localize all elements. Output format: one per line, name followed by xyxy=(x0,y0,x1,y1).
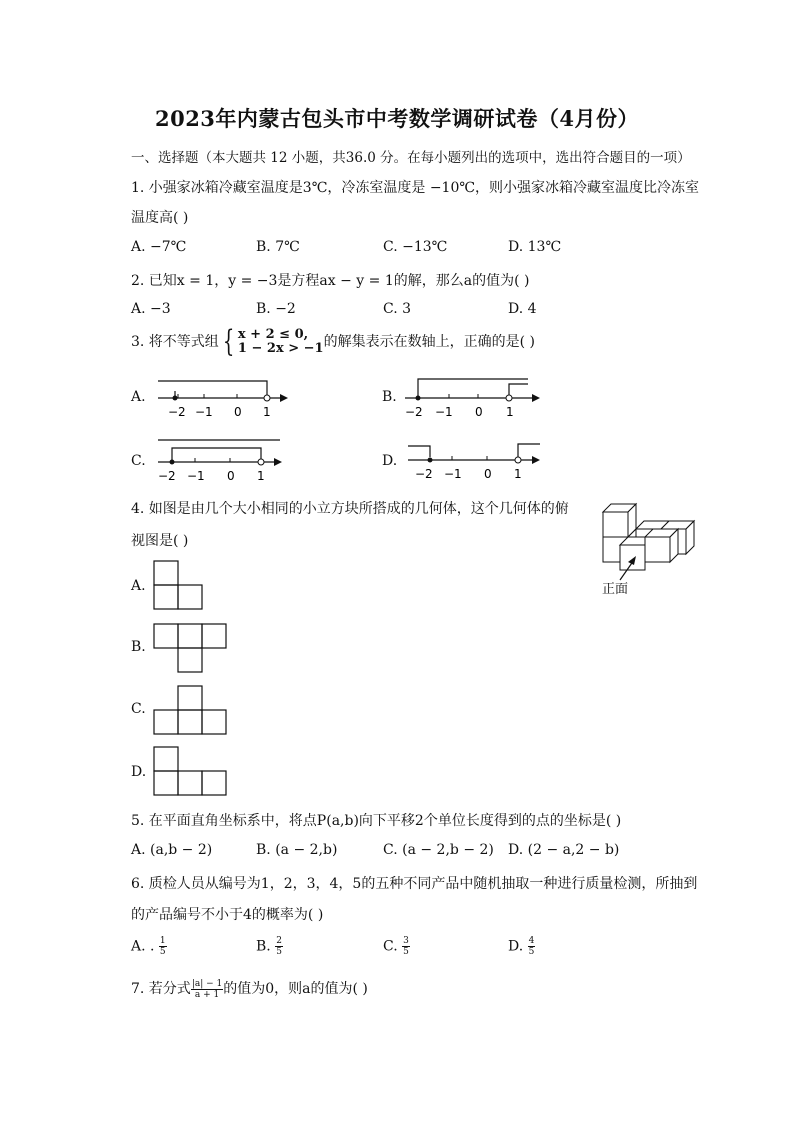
q6-fraction-a xyxy=(159,936,167,957)
top-view-a xyxy=(153,560,207,612)
q4-option-c: C. xyxy=(131,701,146,717)
section-heading: 一、选择题（本大题共 12 小题，共36.0 分。在每小题列出的选项中，选出符合题目的一项） xyxy=(131,150,691,166)
question-3 xyxy=(131,324,535,359)
q2-option-d: D. 4 xyxy=(508,301,537,317)
q7-prefix: 7. 若分式 xyxy=(131,981,191,997)
inequality-system xyxy=(238,328,324,356)
tick-label: −2 xyxy=(158,469,176,483)
q1-option-d: D. 13℃ xyxy=(508,239,562,255)
question-6-line1: 6. 质检人员从编号为1，2，3，4，5的五种不同产品中随机抽取一种进行质量检测，所抽到 xyxy=(131,876,698,892)
q4-option-d: D. xyxy=(131,764,147,780)
q1-option-a: A. −7℃ xyxy=(131,239,187,255)
tick-label: 0 xyxy=(227,469,235,483)
question-2: 2. 已知x = 1，y = −3是方程ax − y = 1的解，那么a的值为( ) xyxy=(131,273,530,289)
q3-option-b: B. xyxy=(382,389,397,405)
q3-option-a: A. xyxy=(131,389,146,405)
fraction-numerator: 3 xyxy=(403,936,409,946)
question-1-line2: 温度高( ) xyxy=(131,210,189,226)
q6-option-d xyxy=(508,936,535,957)
fraction-numerator: |a| − 1 xyxy=(191,978,223,989)
q6-option-c-label: C. xyxy=(383,938,398,955)
fraction-denominator: a + 1 xyxy=(194,989,220,1000)
tick-label: −2 xyxy=(405,405,423,419)
tick-label: 1 xyxy=(257,469,265,483)
q7-fraction xyxy=(191,979,223,1000)
front-view-label: 正面 xyxy=(602,582,629,597)
q6-option-c xyxy=(383,936,410,957)
number-line-d xyxy=(400,436,550,484)
tick-label: −2 xyxy=(168,405,186,419)
q2-option-a: A. −3 xyxy=(131,301,171,317)
tick-label: 1 xyxy=(506,405,514,419)
number-line-b xyxy=(400,374,550,422)
q1-option-c: C. −13℃ xyxy=(383,239,448,255)
q3-option-c: C. xyxy=(131,453,146,469)
q6-option-a xyxy=(131,936,167,957)
q6-option-d-label: D. xyxy=(508,938,524,955)
question-5: 5. 在平面直角坐标系中，将点P(a,b)向下平移2个单位长度得到的点的坐标是( ) xyxy=(131,813,622,829)
fraction-numerator: 2 xyxy=(276,936,282,946)
q5-option-b: B. (a − 2,b) xyxy=(256,842,338,858)
q7-suffix: 的值为0，则a的值为( ) xyxy=(223,981,368,997)
q4-option-b: B. xyxy=(131,639,146,655)
q3-option-d: D. xyxy=(382,453,398,469)
question-4-line1: 4. 如图是由几个大小相同的小立方块所搭成的几何体，这个几何体的俯 xyxy=(131,501,569,517)
q1-option-b: B. 7℃ xyxy=(256,239,300,255)
tick-label: −1 xyxy=(187,469,205,483)
question-4-line2: 视图是( ) xyxy=(131,533,189,549)
q6-option-b-label: B. xyxy=(256,938,271,955)
q2-option-c: C. 3 xyxy=(383,301,412,317)
q5-option-a: A. (a,b − 2) xyxy=(131,842,213,858)
tick-label: −1 xyxy=(444,467,462,481)
tick-label: 1 xyxy=(263,405,271,419)
number-line-c xyxy=(150,436,295,486)
top-view-c xyxy=(153,685,229,737)
tick-label: 0 xyxy=(475,405,483,419)
q6-option-a-label: A. . xyxy=(131,938,155,955)
q6-option-b xyxy=(256,936,283,957)
page-title: 2023年内蒙古包头市中考数学调研试卷（4月份） xyxy=(154,106,640,131)
tick-label: 0 xyxy=(484,467,492,481)
brace: { xyxy=(222,324,235,359)
fraction-numerator: 1 xyxy=(159,936,166,946)
question-7 xyxy=(131,978,368,1000)
tick-label: 0 xyxy=(234,405,242,419)
q6-fraction-b xyxy=(275,936,283,957)
top-view-d xyxy=(153,746,229,798)
fraction-denominator: 5 xyxy=(159,947,166,957)
top-view-b xyxy=(153,623,229,675)
q3-prefix: 3. 将不等式组 xyxy=(131,334,219,350)
q4-option-a: A. xyxy=(131,578,146,594)
fraction-denominator: 5 xyxy=(403,947,409,957)
q6-fraction-c xyxy=(402,936,410,957)
number-line-a xyxy=(150,374,295,422)
q6-fraction-d xyxy=(528,936,536,957)
tick-label: −2 xyxy=(415,467,433,481)
question-1-line1: 1. 小强家冰箱冷藏室温度是3℃，冷冻室温度是 −10℃，则小强家冰箱冷藏室温度比冷冻室 xyxy=(131,180,700,196)
tick-label: −1 xyxy=(195,405,213,419)
fraction-numerator: 4 xyxy=(528,936,535,946)
fraction-denominator: 5 xyxy=(528,947,535,957)
tick-label: 1 xyxy=(514,467,522,481)
fraction-denominator: 5 xyxy=(276,947,282,957)
question-6-line2: 的产品编号不小于4的概率为( ) xyxy=(131,907,324,923)
inequality-row-1: x + 2 ≤ 0, xyxy=(237,327,309,342)
q5-option-d: D. (2 − a,2 − b) xyxy=(508,842,620,858)
q3-suffix: 的解集表示在数轴上，正确的是( ) xyxy=(323,334,535,350)
tick-label: −1 xyxy=(435,405,453,419)
inequality-row-2: 1 − 2x > −1 xyxy=(237,341,324,356)
q2-option-b: B. −2 xyxy=(256,301,296,317)
q5-option-c: C. (a − 2,b − 2) xyxy=(383,842,494,858)
